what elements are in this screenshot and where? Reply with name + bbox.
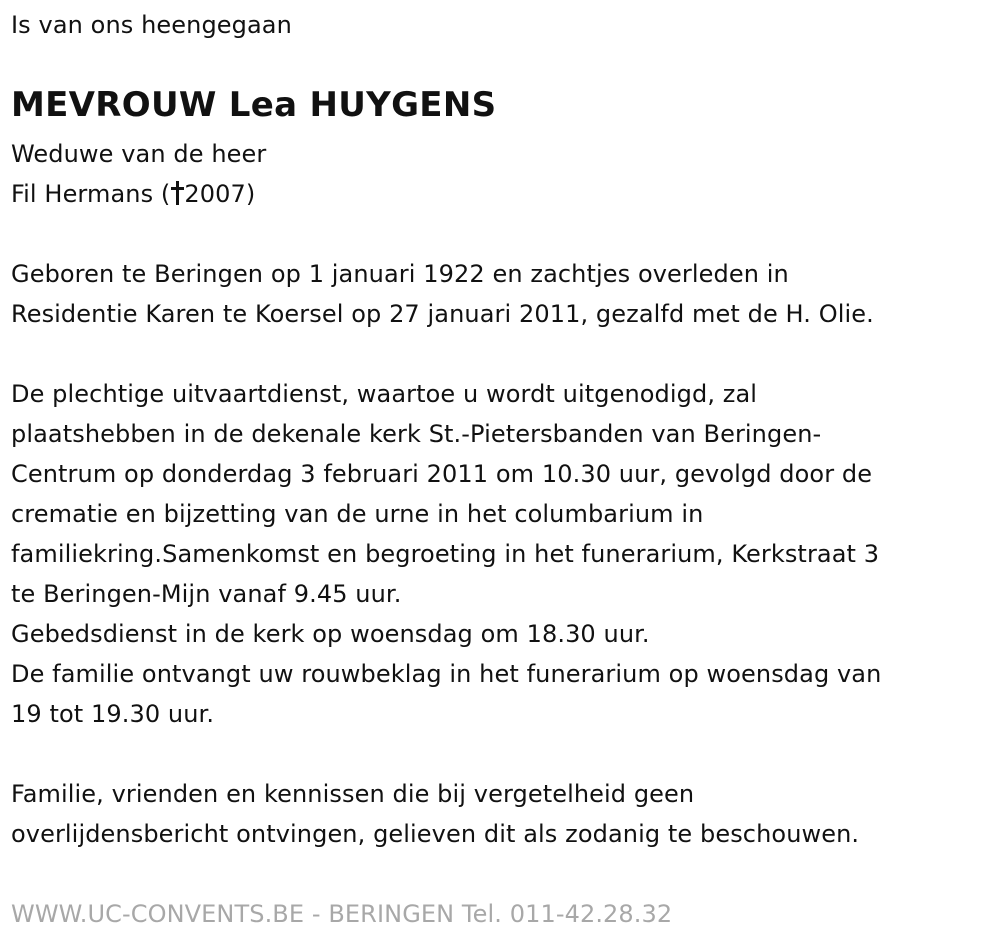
closing-line: Familie, vrienden en kennissen die bij vergetelheid geen [11, 780, 695, 808]
relation-line-1: Weduwe van de heer [11, 140, 267, 168]
ceremony-line: crematie en bijzetting van de urne in het columbarium in [11, 500, 704, 528]
closing-line: overlijdensbericht ontvingen, gelieven dit als zodanig te beschouwen. [11, 820, 860, 848]
intro-text: Is van ons heengegaan [11, 11, 292, 39]
ceremony-line: 19 tot 19.30 uur. [11, 700, 215, 728]
funeral-home-footer: WWW.UC-CONVENTS.BE - BERINGEN Tel. 011-42.28.32 [11, 900, 673, 928]
birth-death-line: Residentie Karen te Koersel op 27 januari 2011, gezalfd met de H. Olie. [11, 300, 874, 328]
ceremony-line: te Beringen-Mijn vanaf 9.45 uur. [11, 580, 402, 608]
latin-cross-icon [171, 181, 183, 205]
ceremony-line: Gebedsdienst in de kerk op woensdag om 18.30 uur. [11, 620, 650, 648]
ceremony-line: De familie ontvangt uw rouwbeklag in het funerarium op woensdag van [11, 660, 882, 688]
ceremony-line: De plechtige uitvaartdienst, waartoe u wordt uitgenodigd, zal [11, 380, 758, 408]
ceremony-line: familiekring.Samenkomst en begroeting in het funerarium, Kerkstraat 3 [11, 540, 880, 568]
ceremony-line: Centrum op donderdag 3 februari 2011 om 10.30 uur, gevolgd door de [11, 460, 873, 488]
deceased-name: MEVROUW Lea HUYGENS [11, 85, 497, 125]
relation-spouse-name: Fil Hermans ( [11, 180, 171, 208]
relation-death-year: 2007) [184, 180, 256, 208]
birth-death-line: Geboren te Beringen op 1 januari 1922 en zachtjes overleden in [11, 260, 789, 288]
relation-line-2 [11, 174, 255, 214]
ceremony-line: plaatshebben in de dekenale kerk St.-Pietersbanden van Beringen- [11, 420, 822, 448]
